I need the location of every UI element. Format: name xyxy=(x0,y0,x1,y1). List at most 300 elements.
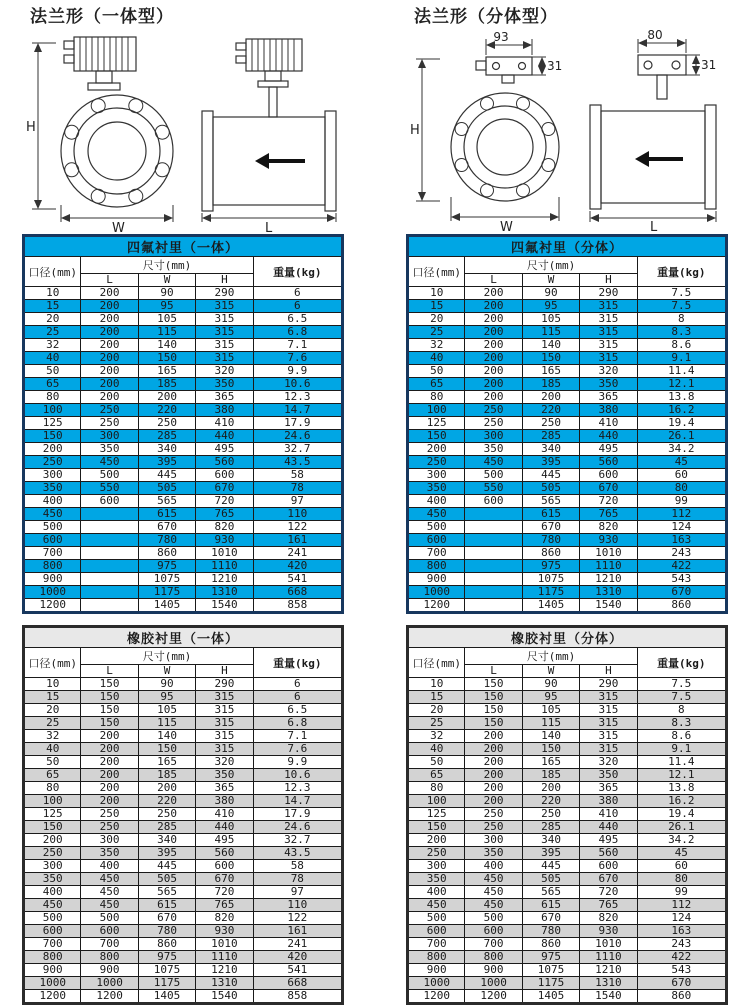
table-row xyxy=(408,938,727,951)
table-cell: 8.6 xyxy=(637,730,726,743)
table-cell: 600 xyxy=(408,925,465,938)
table-row xyxy=(24,769,343,782)
table-cell: 6.8 xyxy=(253,717,342,730)
table-row xyxy=(24,860,343,873)
dim-label-31-side: 31 xyxy=(701,58,717,72)
table-cell xyxy=(465,521,522,534)
table-row xyxy=(24,586,343,599)
table-cell: 975 xyxy=(522,560,579,573)
table-cell: 9.9 xyxy=(253,365,342,378)
table-cell: 200 xyxy=(81,365,138,378)
table-cell: 1010 xyxy=(196,547,253,560)
table-row xyxy=(24,808,343,821)
table-cell: 125 xyxy=(24,808,81,821)
table-cell: 315 xyxy=(580,300,637,313)
col-header-l: L xyxy=(81,274,138,287)
table-cell: 200 xyxy=(408,443,465,456)
table-cell: 150 xyxy=(81,704,138,717)
table-cell: 43.5 xyxy=(253,456,342,469)
table-cell: 185 xyxy=(522,769,579,782)
table-cell: 10 xyxy=(408,678,465,691)
dim-label-l: L xyxy=(650,220,658,234)
table-cell: 65 xyxy=(408,378,465,391)
table-cell: 315 xyxy=(580,313,637,326)
table-cell: 565 xyxy=(138,886,195,899)
table-cell: 243 xyxy=(637,547,726,560)
table-cell: 9.1 xyxy=(637,743,726,756)
table-cell: 90 xyxy=(138,287,195,300)
table-cell: 105 xyxy=(138,313,195,326)
table-cell: 20 xyxy=(24,704,81,717)
table-cell: 450 xyxy=(81,456,138,469)
table-row xyxy=(24,365,343,378)
table-row xyxy=(408,391,727,404)
table-cell: 930 xyxy=(580,925,637,938)
table-row xyxy=(24,873,343,886)
table-row xyxy=(408,599,727,613)
table-cell: 440 xyxy=(196,430,253,443)
table-cell: 450 xyxy=(408,899,465,912)
table-cell: 600 xyxy=(580,469,637,482)
table-cell: 1310 xyxy=(580,586,637,599)
table-cell: 1110 xyxy=(196,560,253,573)
table-cell: 1110 xyxy=(580,560,637,573)
table-cell: 600 xyxy=(580,860,637,873)
table-cell: 600 xyxy=(24,534,81,547)
table-cell: 140 xyxy=(522,730,579,743)
col-header-w: W xyxy=(138,274,195,287)
table-cell: 315 xyxy=(580,691,637,704)
split-flowmeter-drawing xyxy=(406,29,728,234)
table-cell: 7.5 xyxy=(637,678,726,691)
table-cell: 10 xyxy=(24,287,81,300)
table-cell: 200 xyxy=(465,782,522,795)
table-cell: 300 xyxy=(24,860,81,873)
table-cell: 290 xyxy=(196,678,253,691)
table-cell: 150 xyxy=(522,352,579,365)
table-cell: 365 xyxy=(196,391,253,404)
table-cell: 780 xyxy=(522,925,579,938)
table-cell: 1000 xyxy=(81,977,138,990)
dim-label-w: W xyxy=(112,221,125,234)
table-cell: 200 xyxy=(465,769,522,782)
table-cell: 105 xyxy=(138,704,195,717)
table-cell: 95 xyxy=(522,300,579,313)
table-cell: 670 xyxy=(138,912,195,925)
table-row xyxy=(408,560,727,573)
table-cell: 11.4 xyxy=(637,365,726,378)
col-header-size: 尺寸(mm) xyxy=(81,257,253,274)
table-cell: 50 xyxy=(408,756,465,769)
table-cell: 900 xyxy=(81,964,138,977)
table-cell: 495 xyxy=(196,834,253,847)
table-row xyxy=(24,378,343,391)
table-cell: 1210 xyxy=(580,573,637,586)
table-cell: 290 xyxy=(580,678,637,691)
table-cell: 80 xyxy=(408,391,465,404)
table-cell: 300 xyxy=(81,430,138,443)
table-cell: 975 xyxy=(138,951,195,964)
table-cell: 241 xyxy=(253,938,342,951)
table-cell: 165 xyxy=(138,756,195,769)
table-cell: 80 xyxy=(408,782,465,795)
table-cell: 125 xyxy=(408,417,465,430)
table-cell: 100 xyxy=(408,404,465,417)
table-cell: 500 xyxy=(465,469,522,482)
table-cell: 6.5 xyxy=(253,313,342,326)
table-cell: 65 xyxy=(24,769,81,782)
table-cell: 8.3 xyxy=(637,717,726,730)
table-cell: 200 xyxy=(81,782,138,795)
table-cell: 10 xyxy=(408,287,465,300)
table-cell: 400 xyxy=(24,495,81,508)
table-cell: 505 xyxy=(522,873,579,886)
table-cell: 1540 xyxy=(580,599,637,613)
table-cell: 97 xyxy=(253,495,342,508)
table-cell: 670 xyxy=(138,521,195,534)
table-cell: 6.5 xyxy=(253,704,342,717)
table-cell: 100 xyxy=(408,795,465,808)
split-type-diagram xyxy=(406,29,728,234)
table-cell: 50 xyxy=(24,756,81,769)
table-cell: 7.6 xyxy=(253,743,342,756)
table-cell xyxy=(465,599,522,613)
table-cell: 200 xyxy=(465,743,522,756)
table-cell: 112 xyxy=(637,508,726,521)
table-row xyxy=(408,990,727,1004)
table-cell: 95 xyxy=(138,300,195,313)
table-cell: 250 xyxy=(138,417,195,430)
table-row xyxy=(408,443,727,456)
table-cell: 1405 xyxy=(522,990,579,1004)
table-cell: 1175 xyxy=(138,586,195,599)
table-cell: 560 xyxy=(580,456,637,469)
table-cell: 150 xyxy=(24,821,81,834)
table-cell: 410 xyxy=(580,417,637,430)
table-cell: 250 xyxy=(465,808,522,821)
table-cell: 50 xyxy=(408,365,465,378)
table-cell: 250 xyxy=(465,417,522,430)
table-cell: 8 xyxy=(637,313,726,326)
table-row xyxy=(24,678,343,691)
table-cell: 220 xyxy=(138,795,195,808)
table-cell: 150 xyxy=(138,743,195,756)
table-cell: 410 xyxy=(196,808,253,821)
table-cell: 450 xyxy=(465,873,522,886)
table-row xyxy=(24,521,343,534)
table-cell: 1010 xyxy=(580,547,637,560)
table-cell: 8.3 xyxy=(637,326,726,339)
table-cell: 65 xyxy=(24,378,81,391)
table-cell: 12.1 xyxy=(637,769,726,782)
table-cell: 400 xyxy=(408,495,465,508)
table-row xyxy=(408,417,727,430)
table-row xyxy=(24,482,343,495)
table-row xyxy=(24,743,343,756)
table-cell: 45 xyxy=(637,847,726,860)
table-cell: 200 xyxy=(522,782,579,795)
table-cell: 124 xyxy=(637,521,726,534)
table-cell: 200 xyxy=(465,313,522,326)
table-cell: 600 xyxy=(24,925,81,938)
table-cell: 200 xyxy=(408,834,465,847)
table-cell: 350 xyxy=(24,873,81,886)
table-cell: 350 xyxy=(81,443,138,456)
table-cell: 500 xyxy=(81,469,138,482)
table-cell: 900 xyxy=(408,573,465,586)
col-header-size: 尺寸(mm) xyxy=(81,648,253,665)
table-row xyxy=(24,300,343,313)
table-cell: 780 xyxy=(522,534,579,547)
table-row xyxy=(408,300,727,313)
table-row xyxy=(24,430,343,443)
table-cell: 315 xyxy=(580,704,637,717)
table-row xyxy=(24,495,343,508)
table-cell: 541 xyxy=(253,964,342,977)
table-cell: 450 xyxy=(24,899,81,912)
table-row xyxy=(24,469,343,482)
table-cell: 300 xyxy=(81,834,138,847)
table-cell: 140 xyxy=(138,339,195,352)
table-cell: 1310 xyxy=(196,977,253,990)
table-row xyxy=(24,417,343,430)
table-cell: 800 xyxy=(408,951,465,964)
table-cell xyxy=(81,547,138,560)
table-cell: 600 xyxy=(465,495,522,508)
table-cell: 1540 xyxy=(196,599,253,613)
table-cell: 150 xyxy=(465,704,522,717)
table-row xyxy=(24,964,343,977)
table-cell: 200 xyxy=(81,339,138,352)
table-cell: 350 xyxy=(196,769,253,782)
table-cell: 150 xyxy=(465,717,522,730)
table-cell: 505 xyxy=(522,482,579,495)
table-cell: 12.1 xyxy=(637,378,726,391)
table-cell: 450 xyxy=(408,508,465,521)
table-cell: 340 xyxy=(522,834,579,847)
table-cell: 40 xyxy=(408,352,465,365)
table-cell: 110 xyxy=(253,899,342,912)
col-header-size: 尺寸(mm) xyxy=(465,257,637,274)
table-cell: 90 xyxy=(522,287,579,300)
table-row xyxy=(24,456,343,469)
table-cell: 720 xyxy=(196,495,253,508)
table-cell: 7.5 xyxy=(637,300,726,313)
table-cell: 350 xyxy=(408,482,465,495)
table-row xyxy=(24,691,343,704)
table-cell: 400 xyxy=(408,886,465,899)
table-cell: 200 xyxy=(81,795,138,808)
table-cell: 445 xyxy=(138,469,195,482)
table-cell: 14.7 xyxy=(253,404,342,417)
table-cell: 105 xyxy=(522,704,579,717)
table-cell: 440 xyxy=(580,821,637,834)
table-cell: 250 xyxy=(81,417,138,430)
table-cell: 200 xyxy=(81,352,138,365)
table-row xyxy=(24,717,343,730)
table-cell: 365 xyxy=(196,782,253,795)
col-header-h: H xyxy=(196,274,253,287)
table-cell: 150 xyxy=(408,821,465,834)
table-cell: 1210 xyxy=(196,573,253,586)
table-cell: 440 xyxy=(580,430,637,443)
table-cell: 250 xyxy=(138,808,195,821)
table-cell: 19.4 xyxy=(637,808,726,821)
table-cell: 1310 xyxy=(580,977,637,990)
table-cell: 78 xyxy=(253,873,342,886)
table-cell: 1075 xyxy=(138,573,195,586)
table-cell: 800 xyxy=(465,951,522,964)
table-row xyxy=(24,287,343,300)
table-cell: 65 xyxy=(408,769,465,782)
table-row xyxy=(408,678,727,691)
table-row xyxy=(408,795,727,808)
col-header-w: W xyxy=(138,665,195,678)
table-row xyxy=(408,821,727,834)
table-cell: 150 xyxy=(465,691,522,704)
table-cell: 200 xyxy=(522,391,579,404)
table-row xyxy=(408,456,727,469)
col-header-h: H xyxy=(580,274,637,287)
table-row xyxy=(408,547,727,560)
table-cell: 300 xyxy=(408,469,465,482)
table-cell: 858 xyxy=(253,599,342,613)
table-cell: 550 xyxy=(81,482,138,495)
table-cell: 365 xyxy=(580,391,637,404)
table-cell: 200 xyxy=(465,391,522,404)
table-row xyxy=(24,756,343,769)
table-cell xyxy=(81,508,138,521)
table-cell: 90 xyxy=(138,678,195,691)
table-cell: 780 xyxy=(138,534,195,547)
table-cell: 17.9 xyxy=(253,417,342,430)
table-cell: 150 xyxy=(138,352,195,365)
table-cell: 50 xyxy=(24,365,81,378)
table-cell: 6 xyxy=(253,691,342,704)
table-cell: 700 xyxy=(465,938,522,951)
table-row xyxy=(24,404,343,417)
table-cell: 163 xyxy=(637,534,726,547)
table-cell: 700 xyxy=(24,938,81,951)
table-cell: 450 xyxy=(81,886,138,899)
table-cell: 315 xyxy=(196,300,253,313)
col-header-diameter: 口径(mm) xyxy=(408,257,465,287)
table-cell: 12.3 xyxy=(253,782,342,795)
table-cell: 10.6 xyxy=(253,769,342,782)
table-row xyxy=(408,378,727,391)
table-cell: 43.5 xyxy=(253,847,342,860)
table-cell: 820 xyxy=(196,912,253,925)
table-cell: 315 xyxy=(580,743,637,756)
table-cell: 445 xyxy=(138,860,195,873)
table-cell: 1000 xyxy=(24,977,81,990)
table-cell: 200 xyxy=(24,443,81,456)
table-cell: 350 xyxy=(196,378,253,391)
table-row xyxy=(24,821,343,834)
flow-arrow-icon xyxy=(255,153,305,169)
col-header-weight: 重量(kg) xyxy=(637,648,726,678)
table-cell: 250 xyxy=(465,821,522,834)
table-cell: 315 xyxy=(196,704,253,717)
table-cell: 1540 xyxy=(196,990,253,1004)
table-cell: 250 xyxy=(408,847,465,860)
table-cell: 250 xyxy=(81,821,138,834)
integrated-flowmeter-drawing xyxy=(22,29,344,234)
table-cell: 40 xyxy=(24,743,81,756)
table-cell: 860 xyxy=(637,990,726,1004)
table-cell: 765 xyxy=(196,508,253,521)
table-cell: 410 xyxy=(580,808,637,821)
table-cell: 32 xyxy=(408,730,465,743)
table-cell: 615 xyxy=(522,899,579,912)
table-cell: 60 xyxy=(637,469,726,482)
table-cell: 450 xyxy=(81,899,138,912)
table-cell: 500 xyxy=(24,521,81,534)
table-cell: 450 xyxy=(465,899,522,912)
table-row xyxy=(24,599,343,613)
table-cell: 200 xyxy=(465,756,522,769)
table-cell: 16.2 xyxy=(637,404,726,417)
table-cell: 1405 xyxy=(522,599,579,613)
table-cell: 200 xyxy=(81,287,138,300)
table-cell: 560 xyxy=(580,847,637,860)
table-cell: 315 xyxy=(196,326,253,339)
table-cell: 32.7 xyxy=(253,834,342,847)
table-cell: 34.2 xyxy=(637,834,726,847)
table-row xyxy=(408,704,727,717)
table-cell: 14.7 xyxy=(253,795,342,808)
table-cell: 125 xyxy=(408,808,465,821)
table-cell: 200 xyxy=(465,339,522,352)
table-cell: 450 xyxy=(465,886,522,899)
table-cell: 820 xyxy=(580,521,637,534)
table-cell: 25 xyxy=(24,326,81,339)
table-cell: 17.9 xyxy=(253,808,342,821)
table-cell xyxy=(465,547,522,560)
table-cell: 100 xyxy=(24,795,81,808)
table-cell: 150 xyxy=(465,678,522,691)
table-cell: 1405 xyxy=(138,599,195,613)
table-cell: 200 xyxy=(138,391,195,404)
table-cell: 1010 xyxy=(196,938,253,951)
dim-label-w: W xyxy=(500,220,513,234)
table-cell: 900 xyxy=(24,964,81,977)
table-row xyxy=(408,977,727,990)
table-cell: 780 xyxy=(138,925,195,938)
table-cell: 720 xyxy=(580,495,637,508)
table-cell: 25 xyxy=(408,326,465,339)
table-cell: 380 xyxy=(196,795,253,808)
table-cell: 8 xyxy=(637,704,726,717)
table-row xyxy=(24,795,343,808)
table-cell: 26.1 xyxy=(637,821,726,834)
table-cell: 243 xyxy=(637,938,726,951)
table-cell: 90 xyxy=(522,678,579,691)
table-cell: 115 xyxy=(522,717,579,730)
table-cell: 495 xyxy=(580,443,637,456)
table-cell: 15 xyxy=(24,691,81,704)
table-row xyxy=(408,508,727,521)
table-cell: 1075 xyxy=(138,964,195,977)
table-cell: 395 xyxy=(522,847,579,860)
table-cell: 60 xyxy=(637,860,726,873)
table-row xyxy=(24,782,343,795)
table-cell: 541 xyxy=(253,573,342,586)
table-row xyxy=(408,586,727,599)
table-cell: 163 xyxy=(637,925,726,938)
table-cell: 505 xyxy=(138,873,195,886)
table-cell: 505 xyxy=(138,482,195,495)
